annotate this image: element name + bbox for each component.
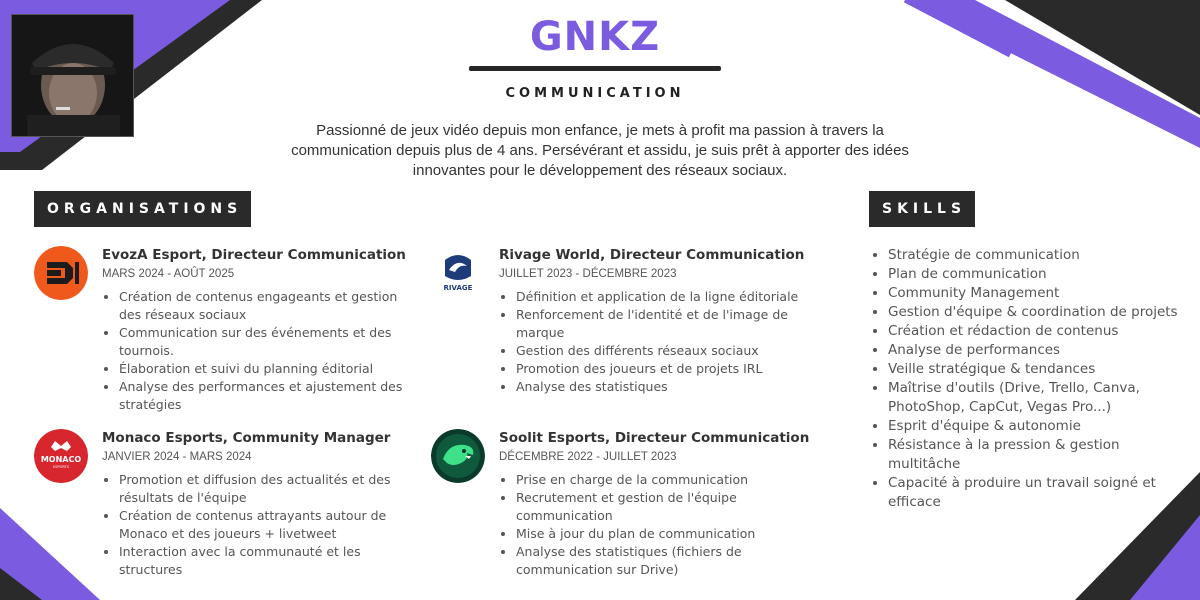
org-evoza	[34, 246, 424, 421]
org-title: Monaco Esports, Community Manager	[102, 430, 391, 446]
profile-avatar	[11, 14, 134, 137]
intro-text: Passionné de jeux vidéo depuis mon enfance, je mets à profit ma passion à travers la communication depuis plus de 4 ans. Persévérant et assidu, je suis prêt à apporter des idées innovantes pour le développement des réseaux sociaux.	[291, 122, 909, 179]
skill-item: • Veille stratégique & tendances	[888, 360, 1178, 379]
skill-item: • Création et rédaction de contenus	[888, 322, 1178, 341]
monaco-logo-icon	[34, 429, 88, 483]
list-item: • Promotion des joueurs et de projets IRL	[516, 360, 816, 378]
skill-item: • Résistance à la pression & gestion multitâche	[888, 436, 1178, 474]
list-item: • Communication sur des événements et des tournois.	[119, 324, 419, 360]
title-divider	[469, 66, 721, 71]
evoza-logo-icon	[34, 246, 88, 300]
skill-item: • Maîtrise d'outils (Drive, Trello, Canva, PhotoShop, CapCut, Vegas Pro...)	[888, 379, 1178, 417]
list-item: • Interaction avec la communauté et les structures	[119, 543, 419, 579]
skill-item: • Plan de communication	[888, 265, 1178, 284]
skill-item: • Analyse de performances	[888, 341, 1178, 360]
list-item: • Gestion des différents réseaux sociaux	[516, 342, 816, 360]
page-title: GNKZ	[529, 14, 661, 60]
skill-item: • Gestion d'équipe & coordination de projets	[888, 303, 1178, 322]
list-item: • Recrutement et gestion de l'équipe communication	[516, 489, 796, 525]
rivage-logo-text: RIVAGE	[443, 284, 473, 292]
org-soolit	[431, 429, 831, 589]
org-title: Soolit Esports, Directeur Communication	[499, 430, 810, 446]
skill-item: • Community Management	[888, 284, 1178, 303]
list-item: • Analyse des statistiques	[516, 378, 816, 396]
rivage-logo-icon	[431, 246, 485, 300]
list-item: • Analyse des statistiques (fichiers de communication sur Drive)	[516, 543, 796, 579]
soolit-logo-icon	[431, 429, 485, 483]
page-subtitle: COMMUNICATION	[505, 86, 685, 101]
org-monaco	[34, 429, 424, 589]
skills-heading: SKILLS	[869, 191, 975, 227]
skill-item: • Stratégie de communication	[888, 246, 1178, 265]
list-item: • Promotion et diffusion des actualités et des résultats de l'équipe	[119, 471, 419, 507]
list-item: • Renforcement de l'identité et de l'image de marque	[516, 306, 816, 342]
org-bullet-list	[516, 288, 816, 396]
org-dates: JANVIER 2024 - MARS 2024	[102, 451, 252, 463]
list-item: • Élaboration et suivi du planning éditorial	[119, 360, 419, 378]
organisations-heading: ORGANISATIONS	[34, 191, 251, 227]
org-dates: JUILLET 2023 - DÉCEMBRE 2023	[499, 268, 677, 280]
org-bullet-list	[119, 288, 419, 414]
org-dates: MARS 2024 - AOÛT 2025	[102, 268, 235, 280]
org-title: Rivage World, Directeur Communication	[499, 247, 805, 263]
org-bullet-list	[516, 471, 796, 579]
list-item: • Prise en charge de la communication	[516, 471, 796, 489]
monaco-logo-text: MONACO	[40, 455, 82, 464]
list-item: • Mise à jour du plan de communication	[516, 525, 796, 543]
list-item: • Création de contenus attrayants autour de Monaco et des joueurs + livetweet	[119, 507, 419, 543]
skill-item: • Capacité à produire un travail soigné et efficace	[888, 474, 1178, 512]
org-dates: DÉCEMBRE 2022 - JUILLET 2023	[499, 451, 677, 463]
org-rivage	[431, 246, 831, 421]
skills-list	[888, 246, 1178, 512]
list-item: • Analyse des performances et ajustement des stratégies	[119, 378, 419, 414]
skill-item: • Esprit d'équipe & autonomie	[888, 417, 1178, 436]
list-item: • Création de contenus engageants et gestion des réseaux sociaux	[119, 288, 419, 324]
org-bullet-list	[119, 471, 419, 579]
list-item: • Définition et application de la ligne éditoriale	[516, 288, 816, 306]
monaco-logo-subtext: ESPORTS	[53, 465, 69, 469]
org-title: EvozA Esport, Directeur Communication	[102, 247, 406, 263]
